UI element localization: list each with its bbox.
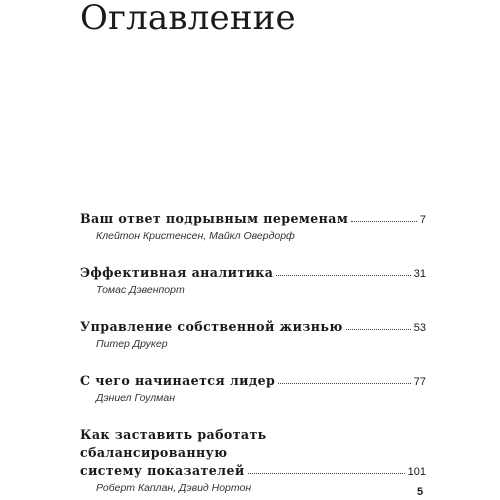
dot-leader (278, 383, 410, 384)
dot-leader (351, 221, 417, 222)
toc-entry-title-line (80, 318, 426, 337)
dot-leader (248, 473, 405, 474)
toc-entry-title-line (80, 210, 426, 229)
toc-entry-title-line (80, 462, 426, 481)
toc-entry-title: Эффективная аналитика (80, 265, 274, 280)
page-number: 5 (417, 486, 424, 498)
toc-entry[interactable] (80, 318, 426, 351)
toc-page-number: 101 (407, 466, 426, 478)
toc-entry-title: С чего начинается лидер (80, 373, 276, 388)
toc-entry[interactable] (80, 372, 426, 405)
dot-leader (276, 275, 410, 276)
toc-page-number: 53 (413, 322, 426, 334)
toc-entry-title: сбалансированную (80, 445, 228, 460)
toc-entry-authors: Питер Друкер (96, 338, 168, 350)
toc-entry-title-line (80, 426, 426, 444)
table-of-contents (80, 210, 426, 495)
toc-page-number: 31 (413, 268, 426, 280)
toc-entry-authors: Клейтон Кристенсен, Майкл Овердорф (96, 230, 295, 242)
toc-entry-title: Как заставить работать (80, 427, 267, 442)
toc-entry-authors: Дэниел Гоулман (96, 392, 175, 404)
toc-entry-title-line (80, 372, 426, 391)
toc-entry[interactable] (80, 210, 426, 243)
toc-entry-title-line (80, 264, 426, 283)
toc-entry-title: Ваш ответ подрывным переменам (80, 211, 349, 226)
toc-page-number: 77 (413, 376, 426, 388)
toc-entry-authors: Роберт Каплан, Дэвид Нортон (96, 482, 252, 494)
toc-entry-authors: Томас Дэвенпорт (96, 284, 185, 296)
page-title: Оглавление (80, 0, 296, 38)
toc-entry-title: Управление собственной жизнью (80, 319, 343, 334)
toc-page-number: 7 (419, 214, 426, 226)
toc-entry-title: систему показателей (80, 463, 245, 478)
dot-leader (346, 329, 411, 330)
toc-entry-title-line (80, 444, 426, 462)
toc-entry[interactable] (80, 426, 426, 495)
toc-entry[interactable] (80, 264, 426, 297)
